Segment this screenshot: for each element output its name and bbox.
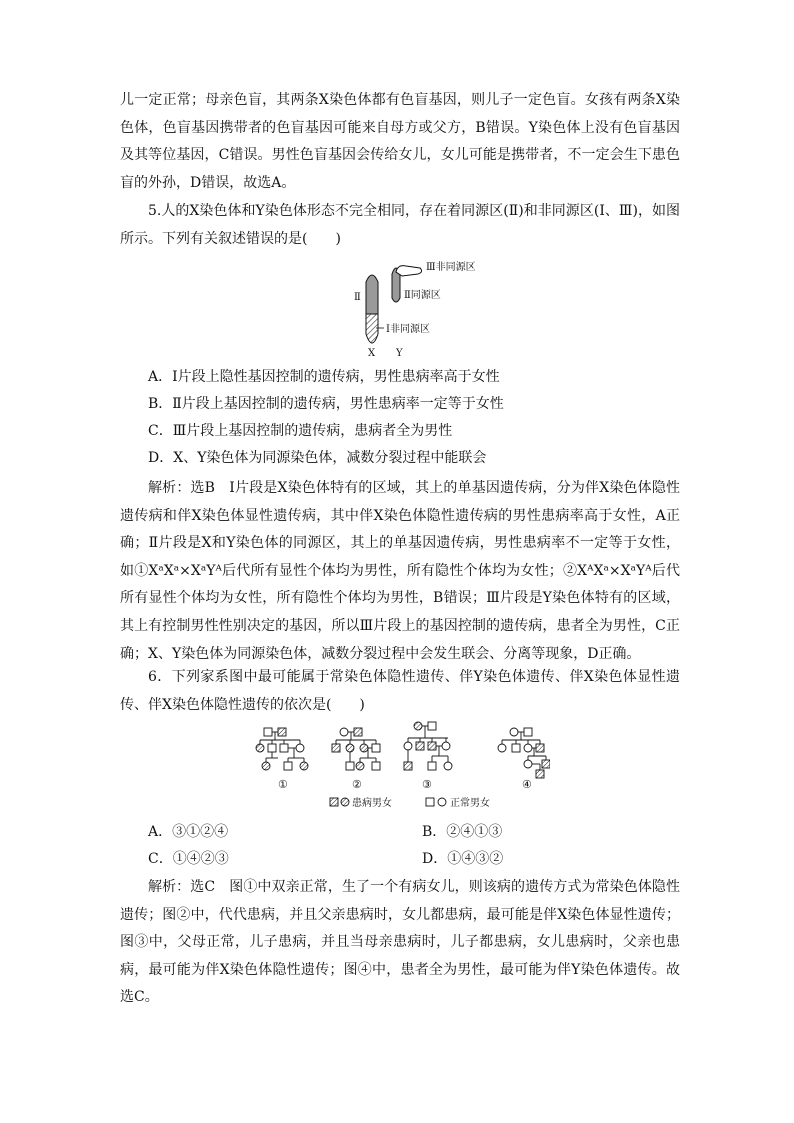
paragraph-continuation: 儿一定正常；母亲色盲，其两条X染色体都有色盲基因，则儿子一定色盲。女孩有两条X染色体，色盲基因携带者的色盲基因可能来自母方或父方，B错误。Y染色体上没有色盲基因及其等位基因，C错误。男性色盲基因会传给女儿，女儿可能是携带者，不一定会生下患色盲的外孙，D错误，故选A。	[120, 92, 680, 191]
label-i: Ⅰ非同源区	[386, 324, 430, 335]
q5-option-d: D．X、Y染色体为同源染色体，减数分裂过程中能联会	[148, 450, 487, 466]
pedigree-4	[498, 728, 550, 778]
q5-option-c: C．Ⅲ片段上基因控制的遗传病，患病者全为男性	[148, 423, 453, 439]
label-iii: Ⅲ非同源区	[426, 262, 476, 273]
x-chromosome-region-i	[366, 314, 378, 343]
q6-option-c: C．①④②③	[148, 851, 229, 867]
x-chromosome-region-ii	[366, 275, 378, 314]
label-ii-left: Ⅱ	[354, 292, 361, 303]
question-6-stem: 6．下列家系图中最可能属于常染色体隐性遗传、伴Y染色体遗传、伴X染色体显性遗传、伴X染色体隐性遗传的依次是( )	[120, 669, 680, 713]
pedigree-label-1: ①	[278, 778, 288, 791]
q6-option-d: D．①④③②	[422, 851, 504, 867]
q6-option-b: B．②④①③	[422, 824, 503, 840]
label-ii-right: Ⅱ同源区	[404, 290, 441, 301]
pedigree-1	[256, 728, 308, 770]
legend-normal-label: 正常男女	[450, 798, 490, 809]
pedigree-label-2: ②	[352, 778, 362, 791]
q5-option-a: A．Ⅰ片段上隐性基因控制的遗传病，男性患病率高于女性	[148, 369, 500, 385]
pedigree-3	[404, 722, 452, 770]
q6-option-a: A．③①②④	[148, 824, 229, 840]
question-5-analysis: 解析：选B Ⅰ片段是X染色体特有的区域，其上的单基因遗传病，分为伴X染色体隐性遗传病和伴X染色体显性遗传病，其中伴X染色体隐性遗传病的男性患病率高于女性，A正确；Ⅱ片段是X和Y染色体的同源区，其上的单基因遗传病，男性患病率不一定等于女性，如①XᵃXᵃ×XᵃYᴬ后代所有显性个体均为男性，所有隐性个体均为女性；②XᴬXᵃ×XᵃYᴬ后代所有显性个体均为女性，所有隐性个体均为男性，B错误；Ⅲ片段是Y染色体特有的区域，其上有控制男性性别决定的基因，所以Ⅲ片段上的基因控制的遗传病，患者全为男性，C正确；X、Y染色体为同源染色体，减数分裂过程中会发生联会、分离等现象，D正确。	[120, 480, 680, 662]
pedigree-2	[332, 728, 380, 770]
question-5-stem: 5.人的X染色体和Y染色体形态不完全相同，存在着同源区(Ⅱ)和非同源区(Ⅰ、Ⅲ)，如图所示。下列有关叙述错误的是( )	[120, 203, 680, 247]
q5-option-b: B．Ⅱ片段上基因控制的遗传病，男性患病率一定等于女性	[148, 396, 504, 412]
question-6-analysis: 解析：选C 图①中双亲正常，生了一个有病女儿，则该病的遗传方式为常染色体隐性遗传；图②中，代代患病，并且父亲患病时，女儿都患病，最可能是伴X染色体显性遗传；图③中，父母正常，儿子患病，并且当母亲患病时，儿子都患病，女儿患病时，父亲也患病，最可能为伴X染色体隐性遗传；图④中，患者全为男性，最可能为伴Y染色体遗传。故选C。	[120, 879, 680, 1006]
y-chromosome-region-iii	[396, 266, 422, 276]
chromosome-figure	[340, 254, 480, 362]
pedigree-figure	[250, 716, 550, 814]
pedigree-label-3: ③	[422, 778, 432, 791]
label-x: X	[368, 348, 376, 359]
legend-affected-label: 患病男女	[352, 798, 392, 809]
label-y: Y	[396, 348, 403, 359]
pedigree-label-4: ④	[522, 778, 532, 791]
